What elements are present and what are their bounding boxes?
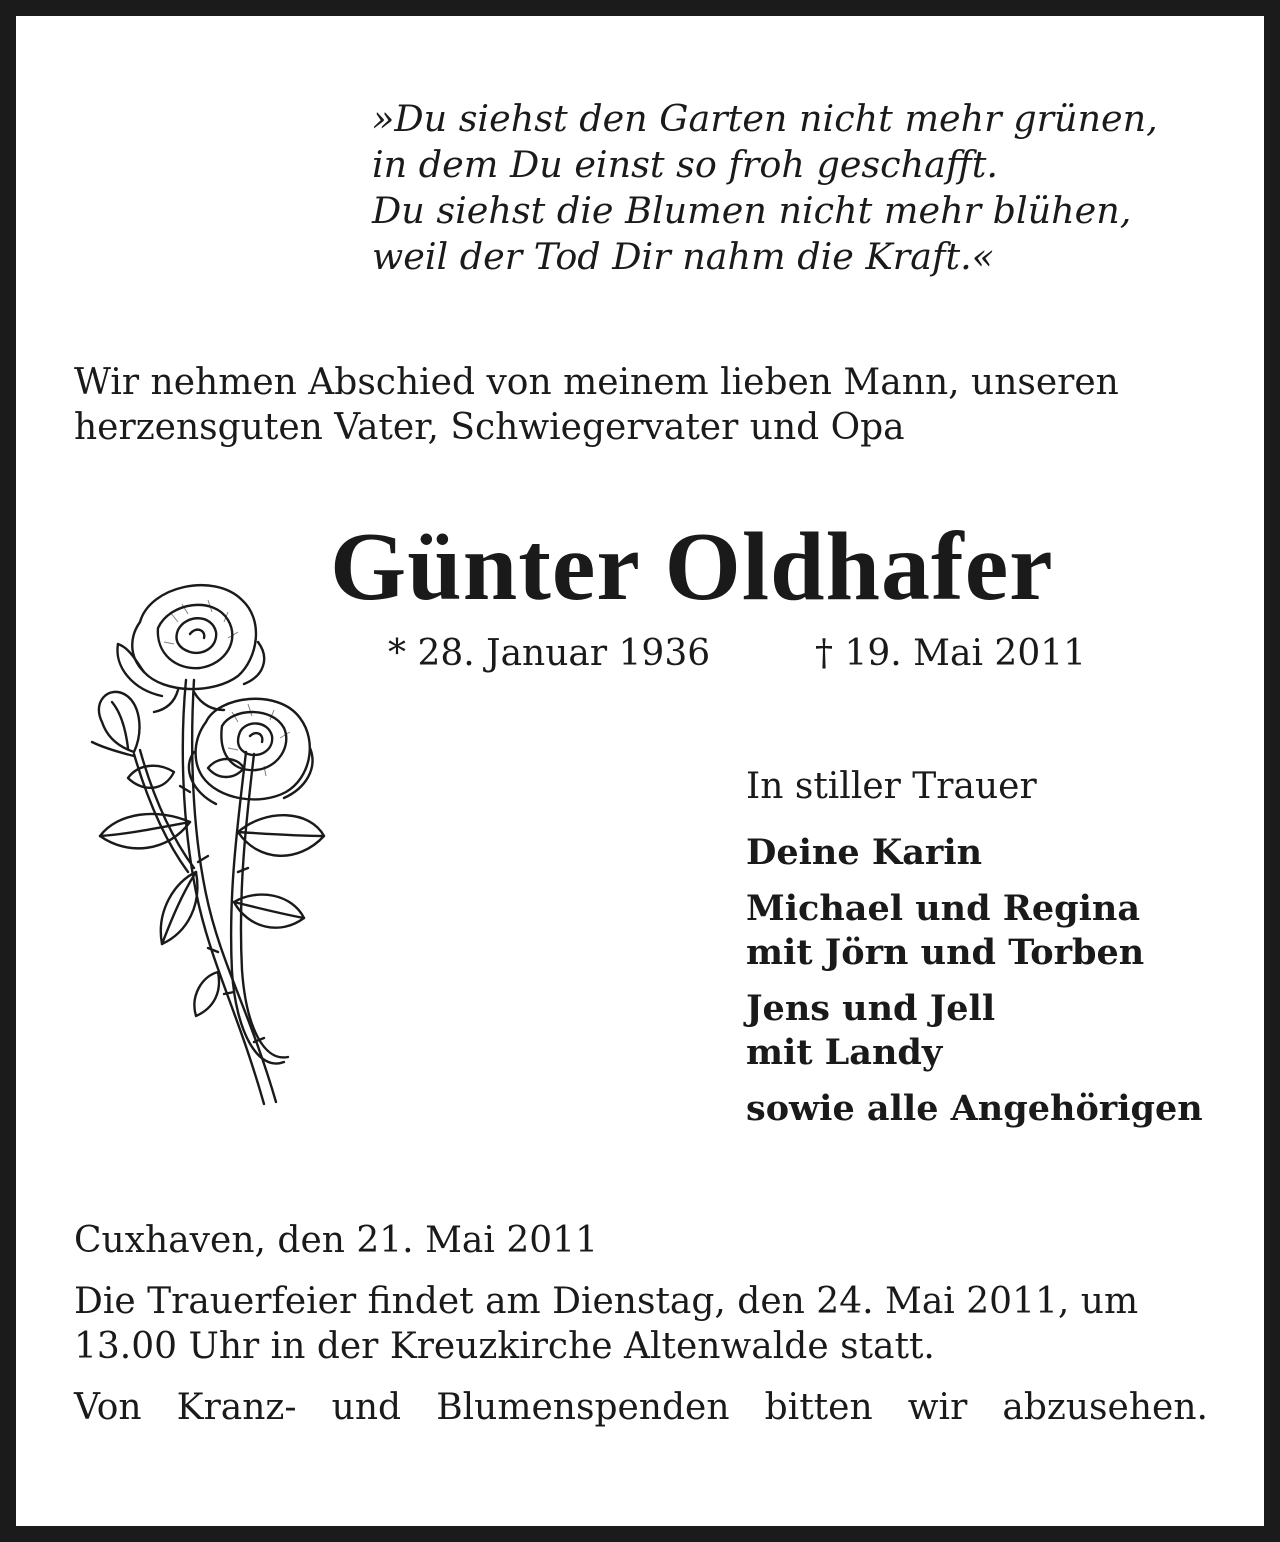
mourner-line: mit Jörn und Torben <box>746 932 1145 973</box>
birth-date: * 28. Januar 1936 <box>388 633 711 674</box>
mourners-block <box>746 765 1226 1143</box>
flowers-note <box>74 1385 1208 1430</box>
farewell-intro <box>74 360 1214 450</box>
quote-line: Du siehst die Blumen nicht mehr blühen, <box>372 189 1132 232</box>
intro-line: Wir nehmen Abschied von meinem lieben Mann, unseren <box>74 362 1119 403</box>
deceased-name: Günter Oldhafer <box>330 513 1054 621</box>
service-line: Die Trauerfeier findet am Dienstag, den 24. Mai 2011, um <box>74 1281 1139 1322</box>
obituary-footer <box>74 1218 1208 1430</box>
mourner-line: Jens und Jell <box>746 988 996 1029</box>
mourning-lead: In stiller Trauer <box>746 766 1037 807</box>
quote-line: in dem Du einst so froh geschafft. <box>372 143 999 186</box>
note-word: bitten <box>764 1387 873 1428</box>
funeral-service-info <box>74 1279 1208 1369</box>
note-word: Von <box>74 1387 142 1428</box>
intro-line: herzensguten Vater, Schwiegervater und Opa <box>74 407 905 448</box>
note-word: abzusehen. <box>1002 1387 1208 1428</box>
mourner-group <box>746 1087 1226 1131</box>
place-and-date: Cuxhaven, den 21. Mai 2011 <box>74 1220 598 1261</box>
quote-line: weil der Tod Dir nahm die Kraft.« <box>372 235 995 278</box>
death-date: † 19. Mai 2011 <box>815 633 1087 674</box>
note-word: und <box>331 1387 402 1428</box>
note-word: wir <box>907 1387 968 1428</box>
mourner-line: Deine Karin <box>746 832 983 873</box>
note-word: Blumenspenden <box>436 1387 730 1428</box>
rose-illustration-icon <box>78 572 328 1112</box>
mourner-line: Michael und Regina <box>746 888 1141 929</box>
service-line: 13.00 Uhr in der Kreuzkirche Altenwalde statt. <box>74 1326 935 1367</box>
note-word: Kranz- <box>176 1387 297 1428</box>
mourner-line: mit Landy <box>746 1032 943 1073</box>
mourner-line: sowie alle Angehörigen <box>746 1088 1203 1129</box>
mourner-group <box>746 831 1226 875</box>
mourner-group <box>746 987 1226 1075</box>
memorial-quote <box>372 96 1232 280</box>
quote-line: »Du siehst den Garten nicht mehr grünen, <box>372 97 1158 140</box>
mourner-group <box>746 887 1226 975</box>
